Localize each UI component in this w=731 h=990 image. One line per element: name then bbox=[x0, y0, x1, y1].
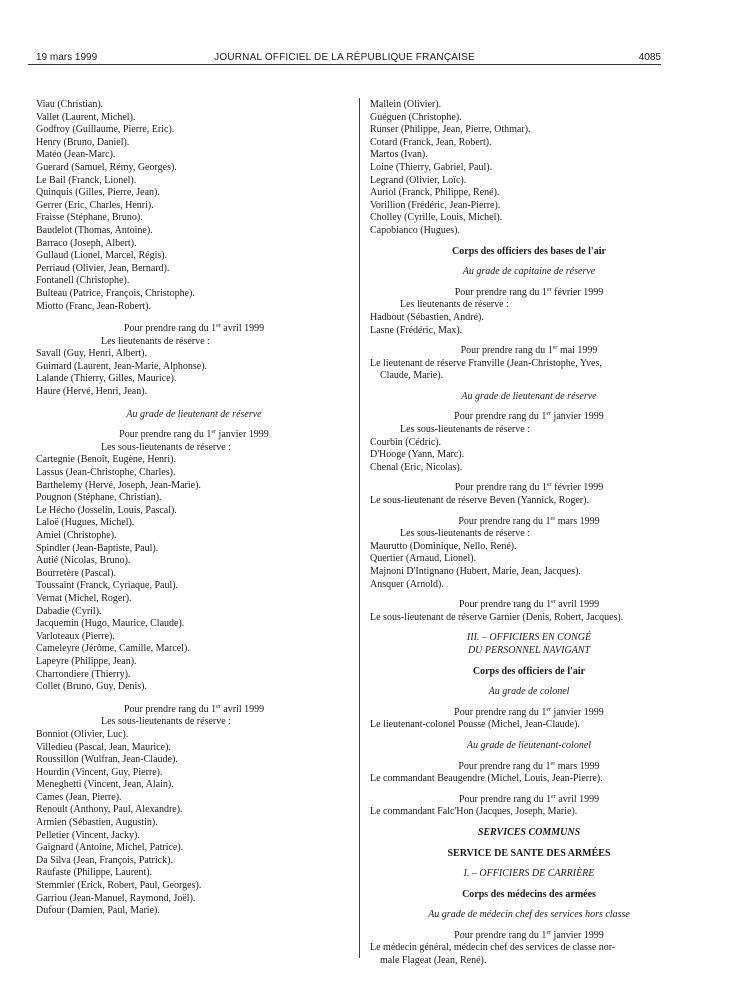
list-item: Henry (Bruno, Daniel). bbox=[36, 136, 130, 148]
list-item: Bonniot (Olivier, Luc). bbox=[36, 728, 129, 740]
list-item: Majnoni D'Intignano (Hubert, Marie, Jean, Jacques). bbox=[370, 566, 581, 577]
page-header bbox=[28, 48, 661, 64]
rank-date: Pour prendre rang du 1er avril 1999 bbox=[123, 323, 265, 335]
list-item: Baudelot (Thomas, Antoine). bbox=[36, 224, 153, 236]
section-heading: III. – OFFICIERS EN CONGÉ bbox=[466, 632, 592, 644]
grade-heading: Au grade de colonel bbox=[488, 686, 570, 698]
rank-date: Pour prendre rang du 1er mars 1999 bbox=[458, 760, 600, 772]
list-item: Pelletier (Vincent, Jacky). bbox=[36, 829, 140, 841]
rank-date: Pour prendre rang du 1er avril 1999 bbox=[123, 703, 265, 715]
rank-date: Pour prendre rang du 1er janvier 1999 bbox=[454, 706, 604, 718]
list-item: Le Hécho (Josselin, Louis, Pascal). bbox=[36, 504, 177, 516]
list-item: Auriol (Franck, Philippe, René). bbox=[370, 187, 500, 199]
list-item: Guerard (Samuel, Rémy, Georges). bbox=[36, 161, 177, 173]
list-item: Spindler (Jean-Baptiste, Paul). bbox=[36, 542, 159, 554]
section-heading: SERVICES COMMUNS bbox=[477, 826, 581, 838]
list-item: Quinquis (Gilles, Pierre, Jean). bbox=[36, 187, 160, 199]
right-column bbox=[370, 99, 688, 968]
rank-date: Pour prendre rang du 1er février 1999 bbox=[454, 482, 604, 494]
corps-heading: Corps des médecins des armées bbox=[462, 888, 596, 900]
list-item: Meneghetti (Vincent, Jean, Alain). bbox=[36, 779, 174, 791]
list-item: Matéo (Jean-Marc). bbox=[36, 149, 116, 161]
list-item: Cames (Jean, Pierre). bbox=[36, 791, 122, 803]
list-item: Chenal (Eric, Nicolas). bbox=[370, 461, 463, 473]
list-item: Lasne (Frédéric, Max). bbox=[370, 324, 463, 336]
name-list bbox=[36, 729, 352, 918]
list-item: Quertier (Arnaud, Lionel). bbox=[370, 553, 477, 565]
nomination-text: Claude, Marie). bbox=[380, 370, 444, 382]
list-item: Haure (Hervé, Henri, Jean). bbox=[36, 386, 148, 398]
list-item: Loine (Thierry, Gabriel, Paul). bbox=[370, 161, 493, 173]
section-heading: DU PERSONNEL NAVIGANT bbox=[467, 644, 591, 656]
list-item: Jacquemin (Hugo, Maurice, Claude). bbox=[36, 618, 185, 630]
rank-date: Pour prendre rang du 1er mars 1999 bbox=[458, 515, 600, 527]
list-item: Autié (Nicolas, Bruno). bbox=[36, 555, 131, 567]
nomination-text: Le sous-lieutenant de réserve Garnier (Denis, Robert, Jacques). bbox=[370, 611, 624, 623]
header-journal-title: JOURNAL OFFICIEL DE LA RÉPUBLIQUE FRANÇAISE bbox=[214, 52, 475, 63]
list-heading: Les sous-lieutenants de réserve : bbox=[400, 424, 530, 436]
list-item: Cholley (Cyrille, Louis, Michel). bbox=[370, 212, 503, 224]
list-item: Legrand (Olivier, Loïc). bbox=[370, 174, 467, 186]
list-item: Lapeyre (Philippe, Jean). bbox=[36, 655, 137, 667]
list-item: Capobianco (Hugues). bbox=[370, 224, 460, 236]
list-item: Vernat (Michel, Roger). bbox=[36, 592, 132, 604]
service-heading: SERVICE DE SANTE DES ARMÉES bbox=[447, 847, 611, 859]
list-item: Barraco (Joseph, Albert). bbox=[36, 237, 137, 249]
header-page-number: 4085 bbox=[638, 52, 661, 63]
nomination-text: Le médecin général, médecin chef des services de classe nor- bbox=[370, 942, 616, 954]
list-item: Savall (Guy, Henri, Albert). bbox=[36, 348, 147, 360]
left-column bbox=[36, 99, 352, 918]
list-item: Toussaint (Franck, Cyriaque, Paul). bbox=[36, 580, 179, 592]
rank-date: Pour prendre rang du 1er janvier 1999 bbox=[119, 429, 269, 441]
nomination-text: Le lieutenant-colonel Pousse (Michel, Jean-Claude). bbox=[370, 719, 580, 731]
name-list bbox=[370, 312, 688, 337]
list-item: Runser (Philippe, Jean, Pierre, Othmar). bbox=[370, 124, 531, 136]
list-item: Pougnon (Stéphane, Christian). bbox=[36, 492, 162, 504]
rank-date: Pour prendre rang du 1er avril 1999 bbox=[458, 599, 600, 611]
list-item: Roussillon (Wulfran, Jean-Claude). bbox=[36, 754, 178, 766]
nomination-text: male Flageat (Jean, René). bbox=[380, 955, 487, 967]
list-item: Garriou (Jean-Manuel, Raymond, Joël). bbox=[36, 892, 196, 904]
rank-date: Pour prendre rang du 1er janvier 1999 bbox=[454, 929, 604, 941]
list-item: Amiel (Christophe). bbox=[36, 530, 117, 541]
name-list bbox=[36, 348, 352, 398]
list-item: Le Bail (Franck, Lionel). bbox=[36, 174, 137, 186]
list-item: Guimard (Laurent, Jean-Marie, Alphonse). bbox=[36, 360, 208, 372]
corps-heading: Corps des officiers des bases de l'air bbox=[452, 245, 606, 257]
grade-heading: Au grade de lieutenant-colonel bbox=[466, 739, 592, 751]
list-item: Courbin (Cédric). bbox=[370, 436, 442, 448]
name-list bbox=[36, 99, 352, 313]
header-rule bbox=[28, 64, 661, 65]
rank-date: Pour prendre rang du 1er mai 1999 bbox=[460, 345, 598, 357]
list-item: Raufaste (Philippe, Laurent). bbox=[36, 867, 153, 879]
rank-date: Pour prendre rang du 1er février 1999 bbox=[454, 286, 604, 298]
list-item: Miotto (Franc, Jean-Robert). bbox=[36, 300, 151, 312]
list-heading: Les sous-lieutenants de réserve : bbox=[101, 441, 231, 453]
list-item: Cotard (Franck, Jean, Robert). bbox=[370, 136, 492, 148]
list-item: D'Hooge (Yann, Marc). bbox=[370, 449, 465, 461]
list-item: Laloë (Hugues, Michel). bbox=[36, 517, 135, 529]
list-item: Godfroy (Guillaume, Pierre, Eric). bbox=[36, 124, 175, 136]
list-item: Villedieu (Pascal, Jean, Maurice). bbox=[36, 741, 171, 753]
list-item: Varloteaux (Pierre). bbox=[36, 630, 115, 642]
list-item: Bourretère (Pascal). bbox=[36, 567, 116, 579]
list-item: Lalande (Thierry, Gilles, Maurice). bbox=[36, 373, 177, 385]
grade-heading: Au grade de lieutenant de réserve bbox=[126, 408, 262, 420]
list-item: Armien (Sébastien, Augustin). bbox=[36, 817, 158, 829]
header-date: 19 mars 1999 bbox=[36, 52, 98, 63]
list-item: Gerrer (Eric, Charles, Henri). bbox=[36, 199, 154, 211]
list-item: Viau (Christian). bbox=[36, 99, 104, 110]
list-item: Martos (Ivan). bbox=[370, 149, 428, 161]
list-heading: Les lieutenants de réserve : bbox=[400, 299, 509, 311]
list-item: Hadbout (Sébastien, André). bbox=[370, 311, 484, 323]
list-heading: Les sous-lieutenants de réserve : bbox=[101, 716, 231, 728]
nomination-text: Le sous-lieutenant de réserve Beven (Yannick, Roger). bbox=[370, 495, 589, 507]
section-heading: I. – OFFICIERS DE CARRIÈRE bbox=[463, 868, 595, 880]
rank-date: Pour prendre rang du 1er avril 1999 bbox=[458, 793, 600, 805]
name-list bbox=[370, 99, 688, 238]
list-item: Bulteau (Patrice, François, Christophe). bbox=[36, 287, 195, 299]
list-item: Da Silva (Jean, François, Patrick). bbox=[36, 854, 173, 866]
list-item: Lassus (Jean-Christophe, Charles). bbox=[36, 467, 176, 479]
list-item: Vallet (Laurent, Michel). bbox=[36, 111, 136, 123]
list-item: Guéguen (Christophe). bbox=[370, 111, 462, 123]
grade-heading: Au grade de capitaine de réserve bbox=[462, 266, 596, 278]
list-item: Hourdin (Vincent, Guy, Pierre). bbox=[36, 766, 163, 778]
list-item: Barthelemy (Hervé, Joseph, Jean-Marie). bbox=[36, 479, 201, 491]
list-item: Cameleyre (Jérôme, Camille, Marcel). bbox=[36, 643, 190, 655]
grade-heading: Au grade de lieutenant de réserve bbox=[461, 390, 597, 402]
list-item: Charrondiere (Thierry). bbox=[36, 668, 131, 680]
list-item: Stemmler (Erick, Robert, Paul, Georges). bbox=[36, 880, 202, 892]
name-list bbox=[370, 437, 688, 475]
list-item: Dabadie (Cyril). bbox=[36, 605, 102, 617]
list-item: Ansquer (Arnold). bbox=[370, 578, 444, 590]
nomination-text: Le commandant Beaugendre (Michel, Louis, Jean-Pierre). bbox=[370, 773, 603, 785]
nomination-text: Le commandant Falc'Hon (Jacques, Joseph, Marie). bbox=[370, 806, 578, 818]
rank-date: Pour prendre rang du 1er janvier 1999 bbox=[454, 411, 604, 423]
list-item: Mallein (Olivier). bbox=[370, 99, 442, 110]
list-item: Perriaud (Olivier, Jean, Bernard). bbox=[36, 262, 170, 274]
list-item: Maurutto (Dominique, Nello, René). bbox=[370, 540, 517, 552]
list-item: Gullaud (Lionel, Marcel, Régis). bbox=[36, 250, 168, 262]
corps-heading: Corps des officiers de l'air bbox=[472, 665, 586, 677]
list-heading: Les sous-lieutenants de réserve : bbox=[400, 528, 530, 540]
column-divider bbox=[359, 98, 360, 958]
nomination-text: Le lieutenant de réserve Franville (Jean-Christophe, Yves, bbox=[370, 357, 602, 369]
list-item: Dufour (Damien, Paul, Marie). bbox=[36, 905, 160, 917]
list-item: Vorillion (Frédéric, Jean-Pierre). bbox=[370, 199, 501, 211]
list-heading: Les lieutenants de réserve : bbox=[101, 335, 210, 347]
list-item: Gaignard (Antoine, Michel, Patrice). bbox=[36, 842, 184, 854]
list-item: Fraisse (Stéphane, Bruno). bbox=[36, 212, 143, 224]
list-item: Collet (Bruno, Guy, Denis). bbox=[36, 681, 148, 693]
list-item: Fontanell (Christophe). bbox=[36, 275, 130, 287]
name-list bbox=[36, 454, 352, 693]
list-item: Cartegnie (Benoît, Eugène, Henri). bbox=[36, 454, 176, 466]
grade-heading: Au grade de médecin chef des services hors classe bbox=[428, 909, 630, 921]
list-item: Renoult (Anthony, Paul, Alexandre). bbox=[36, 804, 183, 816]
name-list bbox=[370, 541, 688, 591]
